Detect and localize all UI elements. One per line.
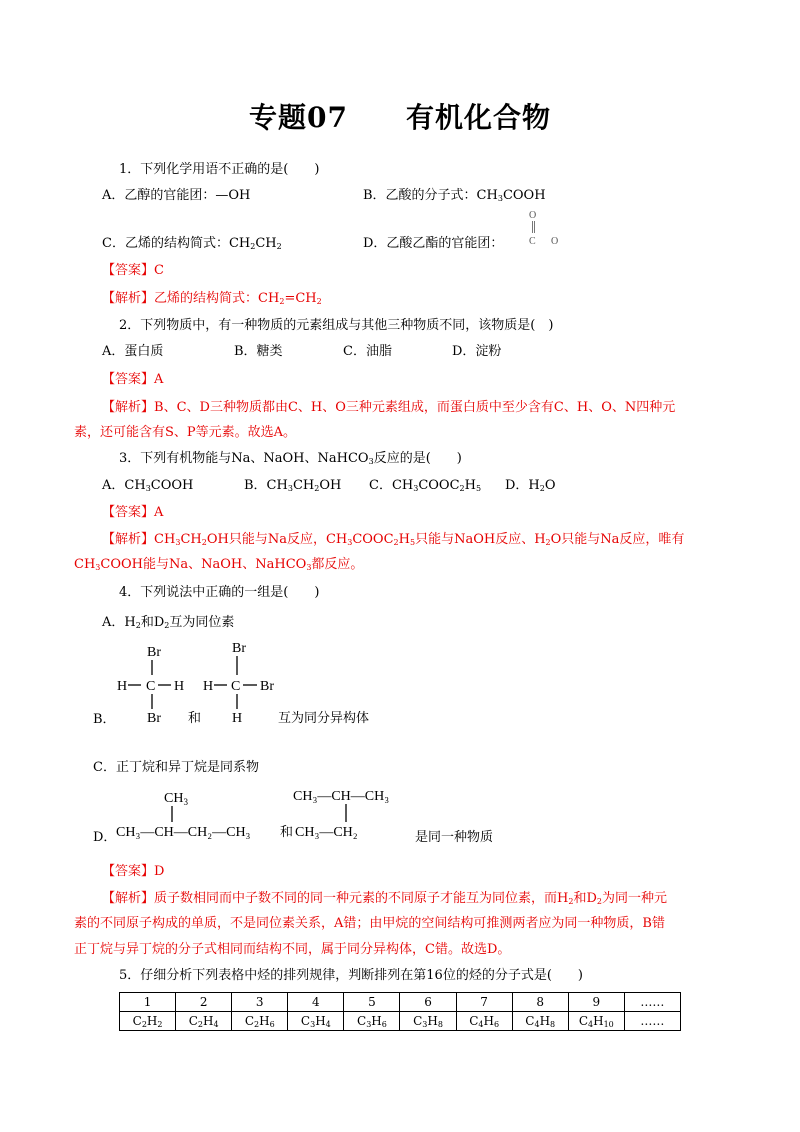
q3-option-b: B．$CH_3CH_2OH$ [244, 478, 342, 493]
isobutane-style-structure [293, 789, 389, 840]
svg-text:C: C [231, 679, 241, 694]
q2-answer: 【答案】A [102, 372, 164, 387]
svg-text:H: H [117, 679, 128, 694]
table-cell-index: 5 [344, 993, 400, 1012]
q2-analysis: 【解析】B、C、D三种物质都由C、H、O三种元素组成，而蛋白质中至少含有C、H、O、N四种元 [102, 400, 676, 415]
table-cell-formula: $C_4H_{10}$ [568, 1012, 624, 1031]
svg-text:C: C [146, 679, 156, 694]
q5-stem: 5．仔细分析下列表格中烃的排列规律，判断排列在第16位的烃的分子式是( ) [119, 968, 583, 983]
q3-answer: 【答案】A [102, 505, 164, 520]
q1-analysis: 【解析】乙烯的结构简式：$CH_2=CH_2$ [102, 291, 322, 306]
isobutane-bottom-chain: CH₃—CH₂ [295, 825, 358, 840]
svg-text:Br: Br [232, 641, 246, 656]
butane-and: 和 [280, 824, 294, 839]
ester-o-right: O [551, 236, 559, 247]
table-cell-formula: $C_4H_8$ [512, 1012, 568, 1031]
q1-option-b: B．乙酸的分子式：$CH_3COOH$ [363, 188, 546, 203]
q2-option-c: C．油脂 [343, 344, 392, 359]
q4-option-d-label: D． [93, 830, 117, 845]
svg-text:Br: Br [260, 679, 274, 694]
q4-option-b-text: 互为同分异构体 [278, 711, 370, 726]
q1-option-a: A．乙醇的官能团：—OH [102, 188, 251, 203]
q4-analysis-line3: 正丁烷与异丁烷的分子式相同而结构不同，属于同分异构体，C错。故选D。 [74, 942, 511, 957]
q2-option-d: D．淀粉 [452, 344, 502, 359]
table-cell-formula: $C_2H_4$ [176, 1012, 232, 1031]
q1-answer: 【答案】C [102, 263, 164, 278]
q2-stem: 2．下列物质中，有一种物质的元素组成与其他三种物质不同，该物质是( ) [119, 318, 554, 333]
ester-o-top: O [529, 210, 537, 221]
q4-analysis-line2: 素的不同原子构成的单质，不是同位素关系，A错；由甲烷的空间结构可推测两者应为同一种物质，B错 [74, 916, 665, 931]
table-cell-formula: $C_3H_6$ [344, 1012, 400, 1031]
table-cell-formula: $C_4H_6$ [456, 1012, 512, 1031]
table-cell-formula: $C_2H_2$ [120, 1012, 176, 1031]
butane-branch-methyl: $CH_3$ [164, 791, 188, 807]
svg-text:Br: Br [147, 711, 161, 724]
q3-stem: 3．下列有机物能与Na、NaOH、NaHCO$_3$反应的是( ) [119, 451, 462, 466]
q4-stem: 4．下列说法中正确的一组是( ) [119, 585, 320, 600]
q4-option-d-text: 是同一种物质 [415, 830, 494, 845]
q4-option-b-label: B． [93, 712, 116, 727]
q2-option-a: A．蛋白质 [102, 344, 164, 359]
table-cell-ellipsis: …… [624, 1012, 680, 1031]
q4-option-a: A．$H_2$和$D_2$互为同位素 [102, 615, 235, 630]
table-cell-index: 8 [512, 993, 568, 1012]
q1-option-c: C．乙烯的结构简式：$CH_2CH_2$ [102, 236, 282, 251]
table-cell-index: 3 [232, 993, 288, 1012]
svg-text:H: H [203, 679, 214, 694]
ester-c: C [529, 236, 536, 247]
dibromomethane-structure-2 [203, 641, 274, 724]
page-title: 专题07 有机化合物 [249, 101, 551, 134]
q4-analysis: 【解析】质子数相同而中子数不同的同一种元素的不同原子才能互为同位素，而$H_2$和$D_2$为同一种元 [102, 891, 668, 906]
table-cell-formula: $C_2H_6$ [232, 1012, 288, 1031]
q4-option-d-structures [116, 786, 416, 846]
q3-option-a: A．$CH_3COOH$ [102, 478, 194, 493]
q1-stem: 1．下列化学用语不正确的是( ) [119, 162, 320, 177]
q2-option-b: B．糖类 [234, 344, 283, 359]
q3-analysis: 【解析】$CH_3CH_2OH$只能与Na反应，$CH_3COOC_2H_5$只能与NaOH反应、$H_2O$只能与Na反应，唯有 [102, 532, 685, 547]
ester-group-structure [522, 206, 562, 248]
table-cell-index: 7 [456, 993, 512, 1012]
q1-option-d: D．乙酸乙酯的官能团： [363, 236, 504, 251]
q4-option-c: C．正丁烷和异丁烷是同系物 [93, 760, 259, 775]
dibromomethane-structure-1 [117, 645, 184, 724]
svg-text:H: H [232, 711, 243, 724]
table-cell-formula: $C_3H_4$ [288, 1012, 344, 1031]
svg-text:H: H [174, 679, 185, 694]
q3-option-d: D．$H_2O$ [505, 478, 556, 493]
table-cell-index: 1 [120, 993, 176, 1012]
table-cell-formula: $C_3H_8$ [400, 1012, 456, 1031]
table-cell-index: 4 [288, 993, 344, 1012]
q3-analysis-line2: $CH_3COOH$能与Na、NaOH、NaHCO$_3$都反应。 [74, 557, 364, 572]
q2-analysis-line2: 素，还可能含有S、P等元素。故选A。 [74, 425, 297, 440]
n-butane-structure [116, 791, 293, 840]
table-cell-index: 2 [176, 993, 232, 1012]
svg-text:Br: Br [147, 645, 161, 660]
table-row-formula [120, 1012, 681, 1031]
butane-main-chain: CH₃—CH—CH₂—CH₃ [116, 825, 251, 840]
table-cell-index: 6 [400, 993, 456, 1012]
table-cell-index: …… [624, 993, 680, 1012]
table-cell-index: 9 [568, 993, 624, 1012]
q4-option-b-and: 和 [188, 711, 202, 726]
isobutane-top-chain: CH₃—CH—CH₃ [293, 789, 390, 804]
q4-answer: 【答案】D [102, 864, 165, 879]
q3-option-c: C．$CH_3COOC_2H_5$ [369, 478, 482, 493]
table-row-index [120, 993, 681, 1012]
hydrocarbon-sequence-table [119, 992, 681, 1031]
